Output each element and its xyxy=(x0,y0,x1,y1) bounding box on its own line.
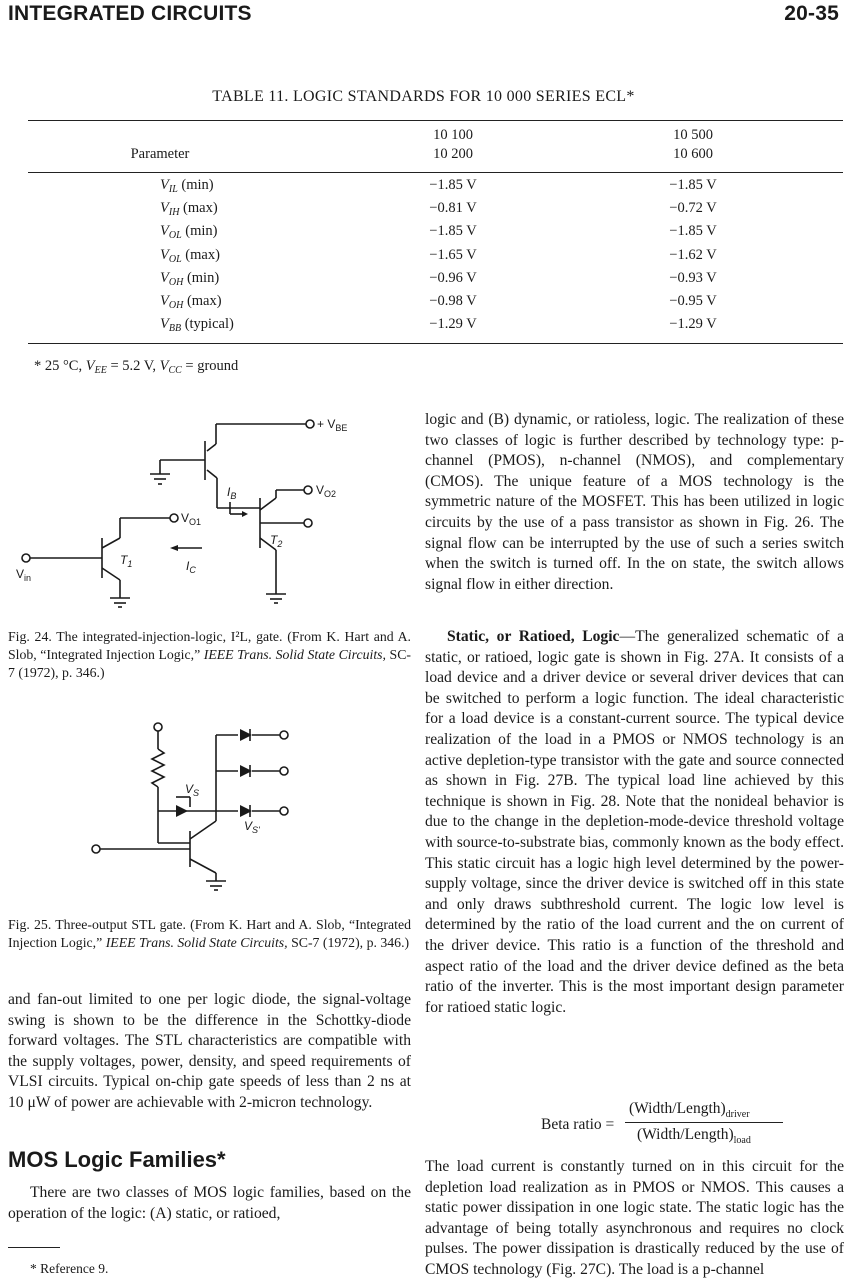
table-row xyxy=(28,316,843,339)
subsection-heading: Static, or Ratioed, Logic xyxy=(447,628,620,645)
footnote-rule xyxy=(8,1247,60,1248)
section-intro-paragraph: There are two classes of MOS logic families, based on the operation of the logic: (A) static, or ratioed, xyxy=(8,1184,411,1222)
col-header-parameter: Parameter xyxy=(130,146,190,162)
svg-text:VS': $V_{S'}$ xyxy=(244,819,260,835)
param-cell: $V_{OH}$ (min) xyxy=(160,269,220,288)
svg-text:+ VBE: + $V_{BE}$ xyxy=(317,417,348,433)
value-cell-series-2: −0.72 V xyxy=(669,200,717,217)
table-header-rule xyxy=(28,172,843,173)
table-caption: TABLE 11. LOGIC STANDARDS FOR 10 000 SERIES ECL* xyxy=(212,88,635,105)
fig24-caption: Fig. 24. The integrated-injection-logic, I²L, gate. (From K. Hart and A. Slob, “Integrated Injection Logic,” IEEE Trans. Solid State Circuits, SC-7 (1972), p. 346.) xyxy=(8,629,412,680)
value-cell-series-2: −0.93 V xyxy=(669,269,717,286)
value-cell-series-1: −1.65 V xyxy=(429,246,477,263)
param-cell: $V_{OL}$ (max) xyxy=(160,246,220,265)
value-cell-series-2: −1.85 V xyxy=(669,223,717,240)
fig25-stl-schematic xyxy=(80,715,320,895)
table-top-rule xyxy=(28,120,843,121)
value-cell-series-1: −0.98 V xyxy=(429,293,477,309)
param-cell: $V_{OH}$ (max) xyxy=(160,293,222,311)
value-cell-series-1: −1.85 V xyxy=(429,223,477,240)
value-cell-series-2: −1.62 V xyxy=(669,246,717,263)
svg-text:T1: $T_1$ xyxy=(120,553,133,569)
table-row xyxy=(28,247,843,270)
param-cell: $V_{OL}$ (min) xyxy=(160,223,218,242)
col-header-series-2: 10 500 10 600 xyxy=(673,127,713,162)
value-cell-series-1: −0.81 V xyxy=(429,200,477,217)
table-row xyxy=(28,200,843,223)
table-footnote: * 25 °C, $V_{EE} = 5.2$ V, $V_{CC}$ = ground xyxy=(34,358,239,376)
value-cell-series-1: −0.96 V xyxy=(429,269,477,286)
table-row xyxy=(28,270,843,293)
table-bottom-rule xyxy=(28,343,843,344)
svg-text:VS: $V_S$ xyxy=(185,782,200,798)
svg-text:VO1: $V_{O1}$ xyxy=(181,511,202,527)
page-number: 20-35 xyxy=(784,2,839,25)
section-heading: MOS Logic Families* xyxy=(8,1147,226,1172)
right-column-paragraph-3: The load current is constantly turned on in this circuit for the depletion load realization as in PMOS or NMOS. This causes a static power dissipation in one logic state. The static logic has the advantage of being totally asynchronous and requires no clock pulses. The power dissipation is drastically reduced by the use of CMOS technology (Fig. 27C). The load is a p-channel xyxy=(425,1158,844,1278)
beta-ratio-formula: Beta ratio = $(Width/Length)_{driver}$ $(Width/Length)_{load}$ xyxy=(541,1102,801,1150)
value-cell-series-2: −1.85 V xyxy=(669,177,717,193)
value-cell-series-2: −1.29 V xyxy=(669,316,717,333)
param-cell: $V_{IL}$ (min) xyxy=(160,177,214,195)
svg-text:IC: $I_C$ xyxy=(186,559,196,575)
right-column-paragraph-1: logic and (B) dynamic, or ratioless, logic. The realization of these two classes of logic is further described by technology type: p-channel (PMOS), n-channel (NMOS), and complementary (CMOS). The unique feature of a MOS technology is the symmetric nature of the MOSFET. This has been utilized in logic circuits by the use of a pass transistor as shown in Fig. 26. The signal flow can be interrupted by the use of such a series switch when the switch is turned off. In the on state, the switch allows signal flow in either direction. xyxy=(425,411,844,593)
right-column-paragraph-2: Static, or Ratioed, Logic—The generalized schematic of a static, or ratioed, logic gate is shown in Fig. 27A. It consists of a load device and a driver device or several driver devices that can be switched to perform a logic function. The ideal characteristic for a load device is a constant-current source. The typical device realization of the load in a PMOS or NMOS technology is an active depletion-type transistor with the gate and source connected as shown in Fig. 27B. The typical load line achieved by this technique is shown in Fig. 28. Note that the nonideal behavior is due to the change in the depletion-mode-device threshold voltage with source-to-substrate bias, commonly known as the body effect. This static circuit has a logic high level determined by the power-supply voltage, since the driver device is switched off in this state and only draws subthreshold current. The logic low level is determined by the ratio of the load current and the on current of the driver device. This ratio is a function of the threshold and aspect ratio of the load and the driver device defined as the beta ratio of the inverter. This is the most important design parameter for ratioed static logic. xyxy=(425,628,844,1016)
svg-text:Vin: $V_{in}$ xyxy=(16,567,32,583)
svg-text:VO2: $V_{O2}$ xyxy=(316,483,337,499)
running-header: INTEGRATED CIRCUITS xyxy=(8,2,252,25)
value-cell-series-1: −1.29 V xyxy=(429,316,477,333)
table-row xyxy=(28,223,843,246)
fig25-caption: Fig. 25. Three-output STL gate. (From K. Hart and A. Slob, “Integrated Injection Logic,” IEEE Trans. Solid State Circuits, SC-7 (1972), p. 346.) xyxy=(8,917,411,950)
param-cell: $V_{IH}$ (max) xyxy=(160,200,218,219)
value-cell-series-1: −1.85 V xyxy=(429,177,477,193)
col-header-series-1: 10 100 10 200 xyxy=(433,127,473,162)
value-cell-series-2: −0.95 V xyxy=(669,293,717,309)
footnote: * Reference 9. xyxy=(30,1261,109,1276)
left-column-paragraph: and fan-out limited to one per logic diode, the signal-voltage swing is shown to be the difference in the Schottky-diode forward voltages. The STL characteristics are compatible with the supply voltages, power, density, and speed requirements of VLSI circuits. Typical on-chip gate speeds of less than 2 ns at 10 μW of power are achievable with 2-micron technology. xyxy=(8,991,411,1111)
table-row xyxy=(28,293,843,316)
svg-text:IB: $I_B$ xyxy=(227,485,237,501)
table-row xyxy=(28,177,843,200)
fig24-i2l-schematic xyxy=(16,398,380,608)
svg-text:T2: $T_2$ xyxy=(270,533,283,549)
param-cell: $V_{BB}$ (typical) xyxy=(160,316,234,335)
